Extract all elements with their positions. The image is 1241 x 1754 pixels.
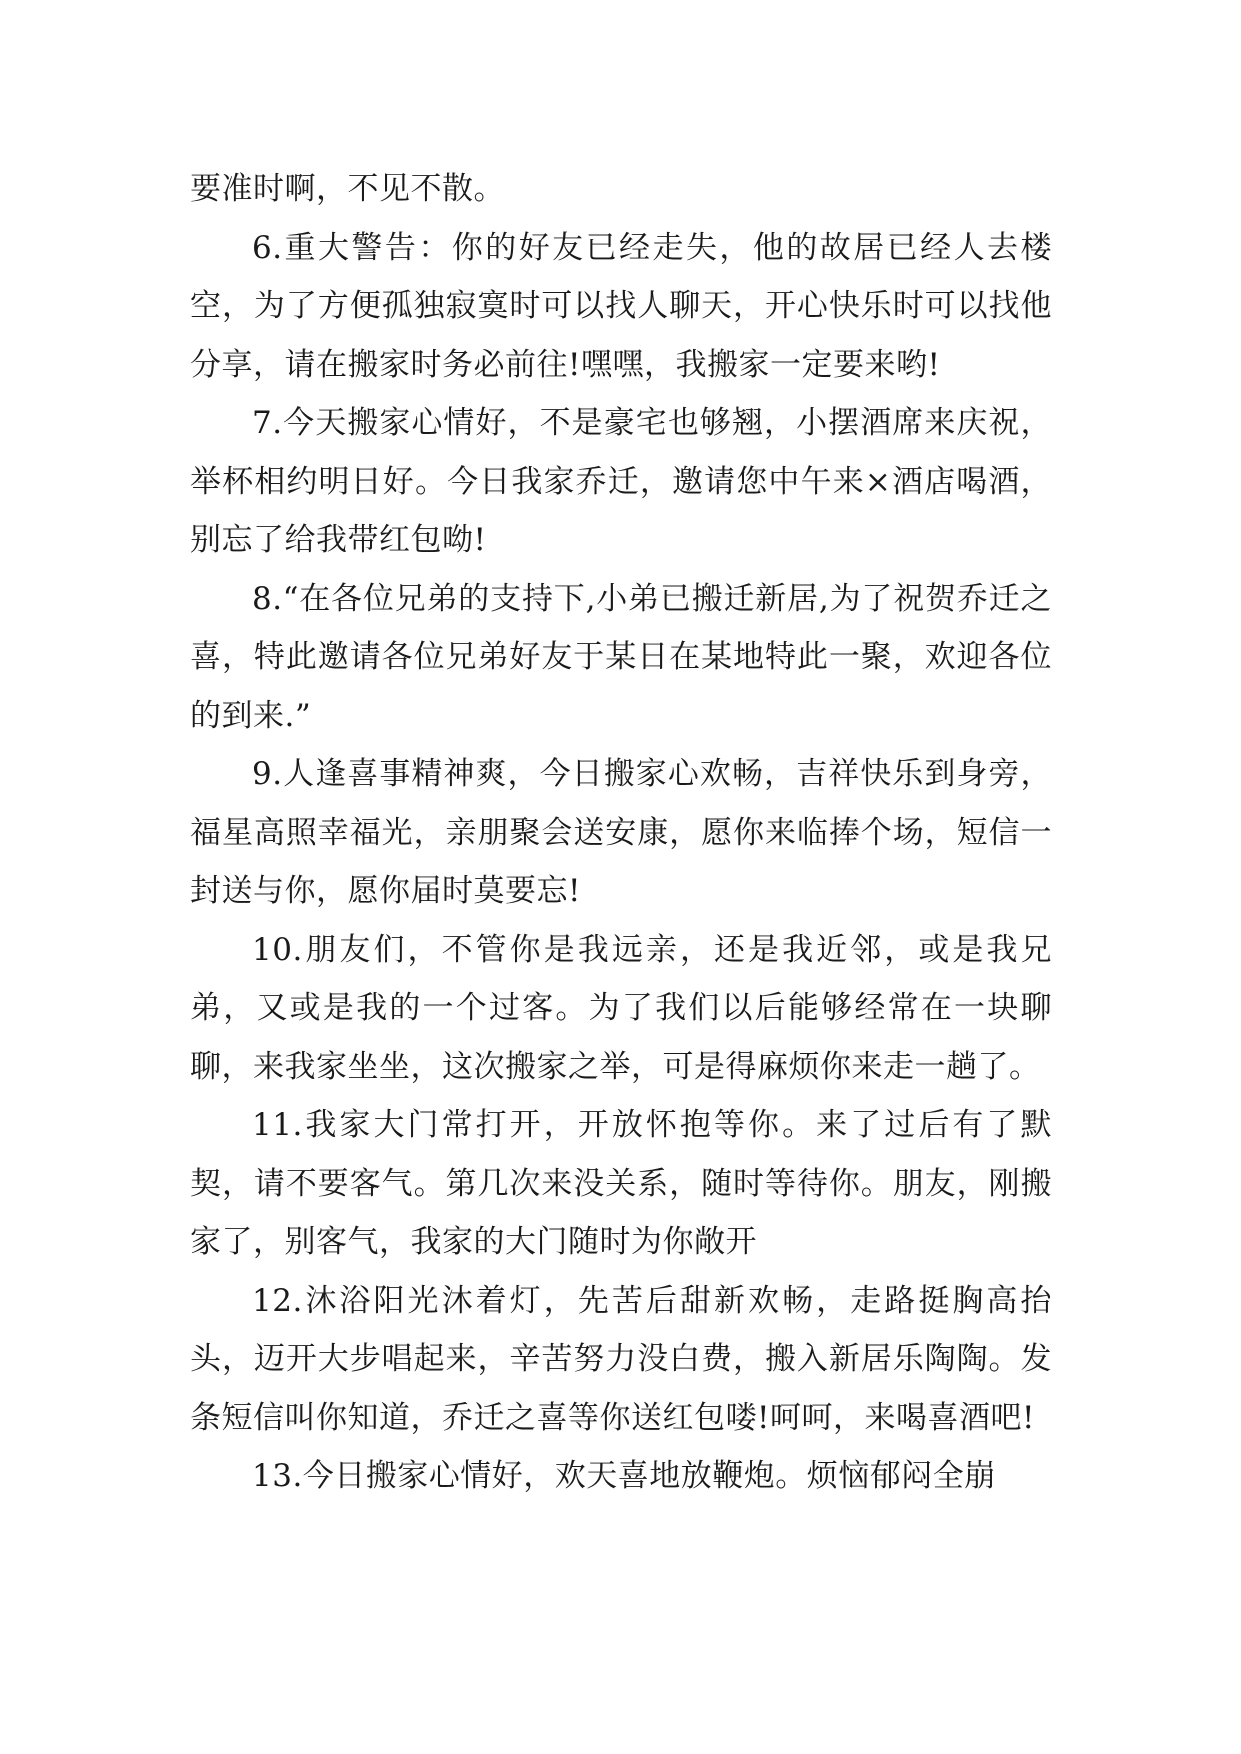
paragraph-item-9: 9.人逢喜事精神爽，今日搬家心欢畅，吉祥快乐到身旁，福星高照幸福光，亲朋聚会送安康，愿你来临捧个场，短信一封送与你，愿你届时莫要忘! bbox=[190, 756, 1052, 909]
document-body bbox=[190, 160, 1052, 1506]
paragraph-item-7: 7.今天搬家心情好，不是豪宅也够翘，小摆酒席来庆祝，举杯相约明日好。今日我家乔迁，邀请您中午来×酒店喝酒，别忘了给我带红包呦! bbox=[190, 405, 1052, 558]
paragraph-item-6: 6.重大警告：你的好友已经走失，他的故居已经人去楼空，为了方便孤独寂寞时可以找人聊天，开心快乐时可以找他分享，请在搬家时务必前往!嘿嘿，我搬家一定要来哟! bbox=[190, 229, 1052, 383]
paragraph-item-12: 12.沐浴阳光沐着灯，先苦后甜新欢畅，走路挺胸高抬头，迈开大步唱起来，辛苦努力没白费，搬入新居乐陶陶。发条短信叫你知道，乔迁之喜等你送红包喽!呵呵，来喝喜酒吧! bbox=[190, 1282, 1052, 1436]
paragraph-item-8: 8.“在各位兄弟的支持下,小弟已搬迁新居,为了祝贺乔迁之喜，特此邀请各位兄弟好友于某日在某地特此一聚，欢迎各位的到来.” bbox=[190, 580, 1052, 734]
paragraph-item-13: 13.今日搬家心情好，欢天喜地放鞭炮。烦恼郁闷全崩 bbox=[252, 1458, 996, 1494]
paragraph-item-11: 11.我家大门常打开，开放怀抱等你。来了过后有了默契，请不要客气。第几次来没关系，随时等待你。朋友，刚搬家了，别客气，我家的大门随时为你敞开 bbox=[190, 1107, 1052, 1260]
paragraph-continuation: 要准时啊，不见不散。 bbox=[190, 171, 505, 207]
paragraph-item-10: 10.朋友们，不管你是我远亲，还是我近邻，或是我兄弟，又或是我的一个过客。为了我们以后能够经常在一块聊聊，来我家坐坐，这次搬家之举，可是得麻烦你来走一趟了。 bbox=[190, 931, 1052, 1085]
